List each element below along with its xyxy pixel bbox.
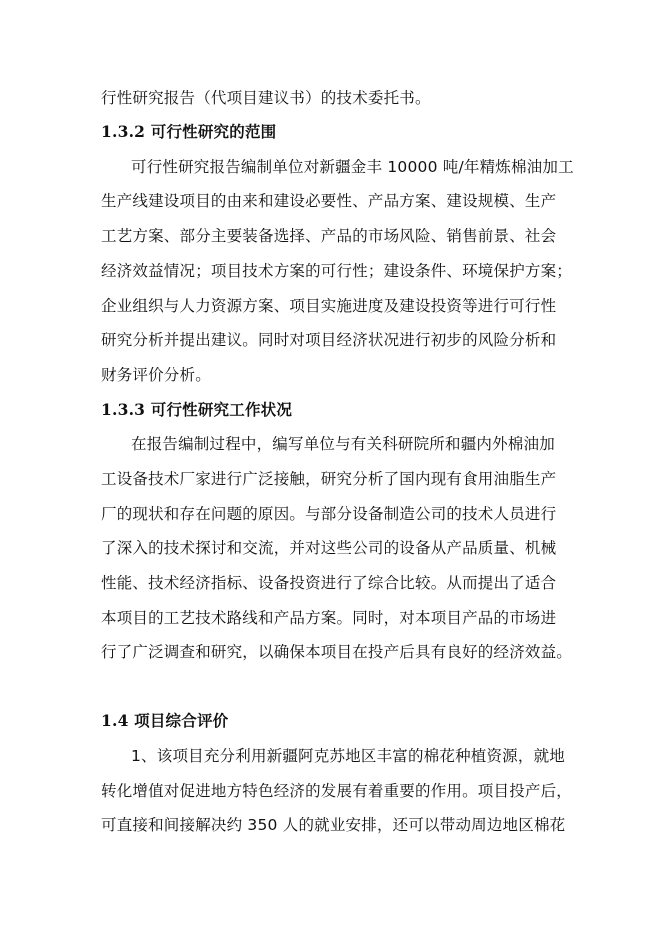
body-text-line: 转化增值对促进地方特色经济的发展有着重要的作用。项目投产后，	[101, 782, 573, 800]
body-text-line: 在报告编制过程中，编写单位与有关科研院所和疆内外棉油加	[131, 435, 555, 453]
section-heading-1-3-3: 1.3.3 可行性研究工作状况	[101, 400, 293, 419]
body-text-line: 了深入的技术探讨和交流，并对这些公司的设备从产品质量、机械	[101, 539, 557, 557]
body-text-line: 行性研究报告（代项目建议书）的技术委托书。	[101, 89, 431, 107]
body-text-line: 财务评价分析。	[101, 366, 211, 384]
body-text-line: 行了广泛调查和研究，以确保本项目在投产后具有良好的经济效益。	[101, 643, 573, 661]
body-text-line: 工艺方案、部分主要装备选择、产品的市场风险、销售前景、社会	[101, 227, 557, 245]
body-text-line: 经济效益情况；项目技术方案的可行性；建设条件、环境保护方案；	[101, 262, 573, 280]
body-text-line: 生产线建设项目的由来和建设必要性、产品方案、建设规模、生产	[101, 192, 557, 210]
body-text-line: 企业组织与人力资源方案、项目实施进度及建设投资等进行可行性	[101, 297, 557, 315]
body-text-line: 厂的现状和存在问题的原因。与部分设备制造公司的技术人员进行	[101, 505, 557, 523]
body-text-line: 可行性研究报告编制单位对新疆金丰 10000 吨/年精炼棉油加工	[131, 158, 574, 176]
section-heading-1-4: 1.4 项目综合评价	[101, 711, 229, 730]
body-text-line: 1、该项目充分利用新疆阿克苏地区丰富的棉花种植资源，就地	[131, 747, 565, 765]
body-text-line: 研究分析并提出建议。同时对项目经济状况进行初步的风险分析和	[101, 331, 557, 349]
section-heading-1-3-2: 1.3.2 可行性研究的范围	[101, 122, 277, 141]
body-text-line: 工设备技术厂家进行广泛接触，研究分析了国内现有食用油脂生产	[101, 470, 557, 488]
body-text-line: 本项目的工艺技术路线和产品方案。同时，对本项目产品的市场进	[101, 609, 557, 627]
body-text-line: 可直接和间接解决约 350 人的就业安排，还可以带动周边地区棉花	[101, 816, 566, 834]
body-text-line: 性能、技术经济指标、设备投资进行了综合比较。从而提出了适合	[101, 574, 557, 592]
